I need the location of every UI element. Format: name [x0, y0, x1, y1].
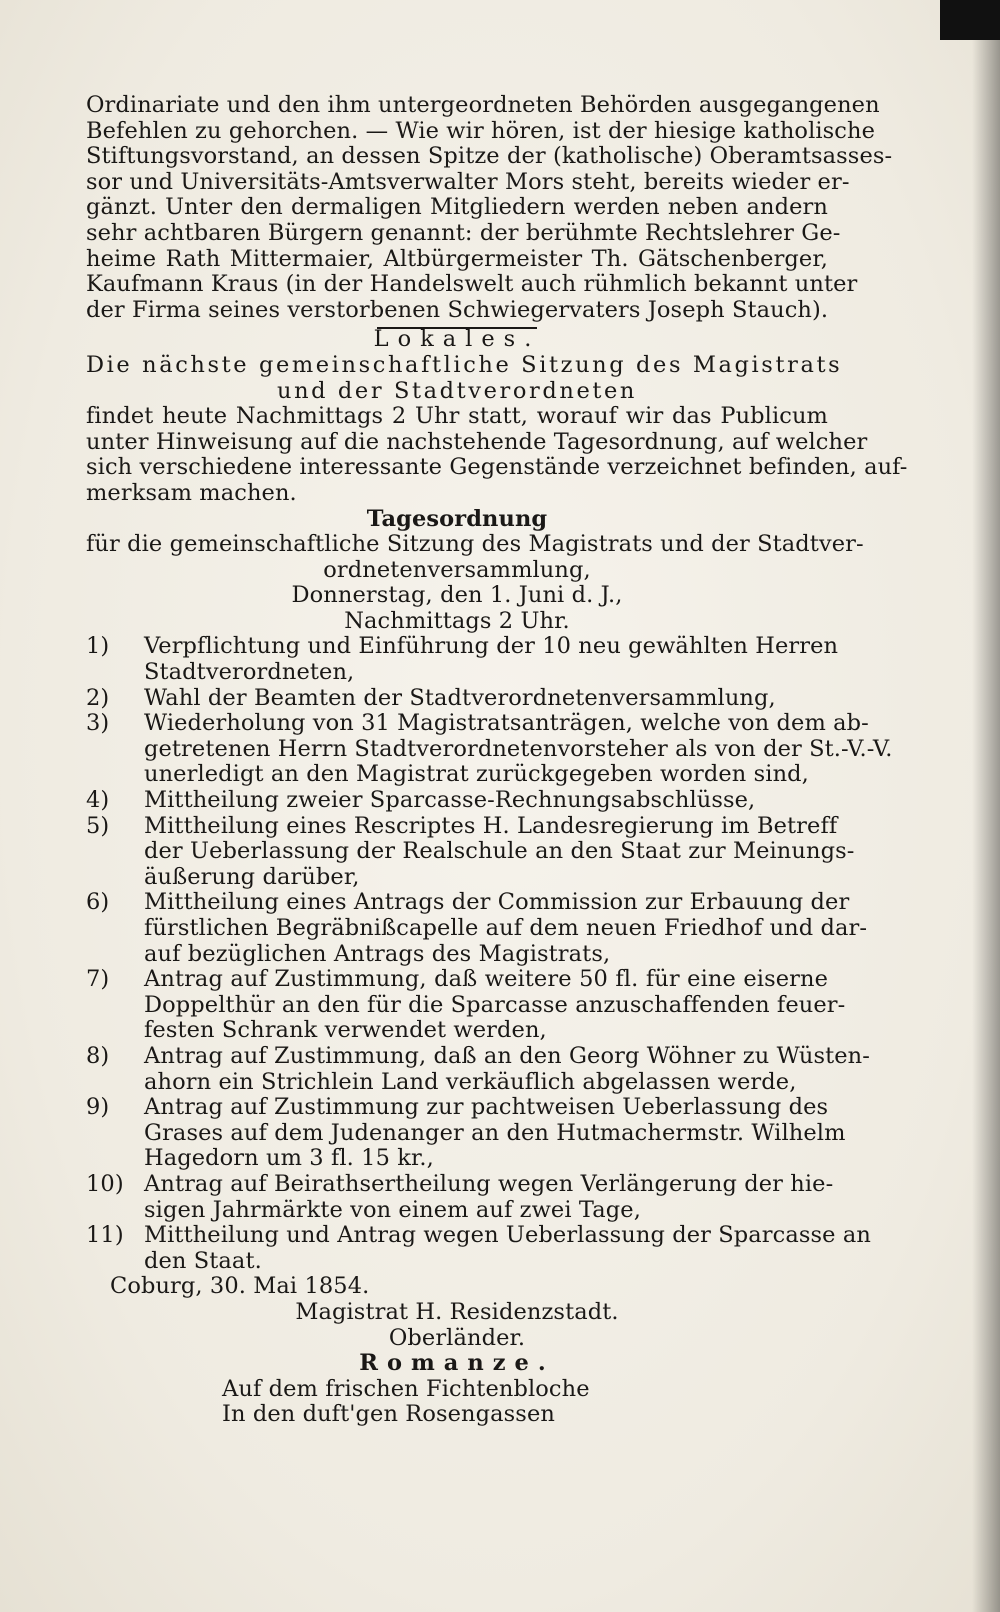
page-corner-shadow — [940, 0, 1000, 40]
agenda-item-text: festen Schrank verwendet werden, — [144, 1017, 547, 1044]
agenda-item-text: unerledigt an den Magistrat zurückgegeben worden sind, — [144, 761, 809, 788]
lokales-line: unter Hinweisung auf die nachstehende Tagesordnung, auf welcher — [86, 428, 868, 455]
intro-line: sor und Universitäts-Amtsverwalter Mors steht, bereits wieder er- — [86, 168, 850, 195]
place-date: Coburg, 30. Mai 1854. — [110, 1273, 370, 1300]
agenda-item-text: Wiederholung von 31 Magistratsanträgen, welche von dem ab- — [144, 710, 869, 737]
agenda-item — [86, 710, 893, 788]
agenda-item-text: Antrag auf Zustimmung, daß an den Georg Wöhner zu Wüsten- — [144, 1042, 870, 1069]
intro-paragraph — [86, 92, 893, 323]
agenda-subtitle: ordnetenversammlung, — [323, 556, 591, 583]
lokales-line: findet heute Nachmittags 2 Uhr statt, worauf wir das Publicum — [86, 403, 828, 430]
agenda-item — [86, 1042, 870, 1095]
agenda-item-number: 5) — [86, 812, 110, 839]
agenda-item-number: 10) — [86, 1170, 124, 1197]
agenda-item-number: 6) — [86, 889, 110, 916]
agenda-title: Tagesordnung — [366, 505, 548, 532]
agenda-item — [86, 788, 828, 814]
agenda-item — [86, 1094, 846, 1172]
intro-line: der Firma seines verstorbenen Schwiegervaters Joseph Stauch). — [86, 296, 829, 323]
agenda-item-text: Antrag auf Beirathsertheilung wegen Verlängerung der hie- — [144, 1170, 834, 1197]
lokales-lead-line: und der Stadtverordneten — [276, 377, 638, 404]
agenda-item-text: Verpflichtung und Einführung der 10 neu gewählten Herren — [144, 633, 839, 660]
agenda-item-number: 7) — [86, 966, 110, 993]
romanze-heading: Romanze. — [359, 1350, 555, 1377]
agenda-item-text: äußerung darüber, — [144, 863, 360, 890]
agenda-item — [86, 633, 839, 686]
agenda-item-number: 4) — [86, 787, 110, 814]
agenda-item-text: Mittheilung zweier Sparcasse-Rechnungsabschlüsse, — [144, 787, 756, 814]
agenda-item-text: den Staat. — [144, 1247, 262, 1274]
agenda-item-text: Antrag auf Zustimmung, daß weitere 50 fl. für eine eiserne — [144, 966, 828, 993]
agenda-item-text: fürstlichen Begräbnißcapelle auf dem neuen Friedhof und dar- — [144, 915, 868, 941]
agenda-item-number: 8) — [86, 1042, 110, 1069]
agenda-subtitle: für die gemeinschaftliche Sitzung des Magistrats und der Stadtver- — [86, 531, 864, 558]
agenda-item-text: getretenen Herrn Stadtverordnetenvorsteher als von der St.-V.-V. — [144, 735, 893, 762]
agenda-item — [86, 812, 855, 891]
agenda-item — [86, 889, 868, 967]
intro-line: Stiftungsvorstand, an dessen Spitze der (katholische) Oberamtsasses- — [86, 143, 893, 170]
text-column — [86, 92, 908, 1428]
agenda-item — [86, 966, 846, 1044]
agenda-item — [86, 686, 828, 712]
agenda-time: Nachmittags 2 Uhr. — [344, 607, 570, 634]
agenda-item-text: Wahl der Beamten der Stadtverordnetenversammlung, — [144, 684, 776, 711]
agenda-list — [86, 633, 893, 1274]
intro-line: heime Rath Mittermaier, Altbürgermeister Th. Gätschenberger, — [86, 245, 828, 272]
agenda-item-text: Mittheilung und Antrag wegen Ueberlassung der Sparcasse an — [144, 1222, 871, 1249]
lokales-paragraph — [86, 403, 908, 506]
agenda-item-text: auf bezüglichen Antrags des Magistrats, — [144, 940, 611, 967]
signature: Oberländer. — [388, 1324, 526, 1351]
intro-line: gänzt. Unter den dermaligen Mitgliedern werden neben andern — [86, 194, 828, 221]
poem-line: In den duft'gen Rosengassen — [222, 1401, 555, 1428]
poem-line: Auf dem frischen Fichtenbloche — [222, 1375, 590, 1402]
agenda-item-text: sigen Jahrmärkte von einem auf zwei Tage, — [144, 1196, 641, 1223]
agenda-item-text: Grases auf dem Judenanger an den Hutmachermstr. Wilhelm — [144, 1119, 846, 1146]
agenda-item-text: Doppelthür an den für die Sparcasse anzuschaffenden feuer- — [144, 991, 846, 1018]
agenda-item-text: Antrag auf Zustimmung zur pachtweisen Ueberlassung des — [144, 1094, 829, 1121]
intro-line: Befehlen zu gehorchen. — Wie wir hören, ist der hiesige katholische — [86, 117, 876, 144]
agenda-item-number: 11) — [86, 1222, 124, 1249]
lokales-line: sich verschiedene interessante Gegenstände verzeichnet befinden, auf- — [86, 454, 908, 481]
agenda-item-text: ahorn ein Strichlein Land verkäuflich abgelassen werde, — [144, 1068, 797, 1095]
agenda-item-text: Mittheilung eines Rescriptes H. Landesregierung im Betreff — [144, 812, 838, 839]
agenda-item-number: 1) — [86, 633, 110, 660]
agenda-item-text: Stadtverordneten, — [144, 659, 355, 686]
agenda-item-number: 3) — [86, 710, 110, 737]
agenda-item — [86, 1222, 871, 1274]
intro-line: Ordinariate und den ihm untergeordneten Behörden ausgegangenen — [86, 92, 880, 118]
issuing-authority: Magistrat H. Residenzstadt. — [295, 1298, 619, 1325]
agenda-item-text: Mittheilung eines Antrags der Commission zur Erbauung der — [144, 889, 850, 916]
lokales-lead-line: Die nächste gemeinschaftliche Sitzung des Magistrats — [86, 351, 843, 378]
agenda-item — [86, 1170, 834, 1223]
agenda-item-number: 2) — [86, 684, 110, 711]
agenda-item-text: Hagedorn um 3 fl. 15 kr., — [144, 1145, 434, 1172]
agenda-date: Donnerstag, den 1. Juni d. J., — [291, 582, 623, 609]
lokales-line: merksam machen. — [86, 479, 297, 506]
page-edge-shadow — [972, 0, 1000, 1612]
intro-line: sehr achtbaren Bürgern genannt: der berühmte Rechtslehrer Ge- — [86, 219, 841, 246]
agenda-item-number: 9) — [86, 1094, 110, 1121]
agenda-item-text: der Ueberlassung der Realschule an den Staat zur Meinungs- — [144, 838, 855, 865]
intro-line: Kaufmann Kraus (in der Handelswelt auch rühmlich bekannt unter — [86, 271, 858, 298]
lokales-heading: Lokales. — [373, 326, 541, 353]
